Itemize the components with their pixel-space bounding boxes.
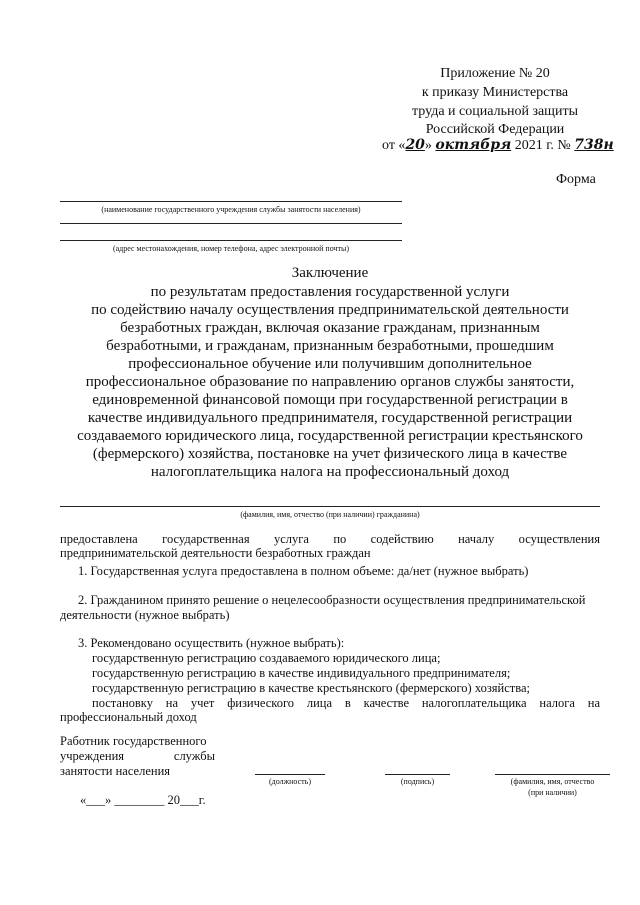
order-number: 738н (574, 137, 614, 153)
title-line: безработных граждан, включая оказание гражданам, признанным (120, 320, 540, 336)
date-day: 20 (405, 137, 425, 153)
document-title: Заключение (291, 265, 369, 281)
position-caption: (должность) (269, 777, 311, 786)
item-2-line-1: 2. Гражданином принято решение о нецелесообразности осуществления предпринимательской (78, 593, 586, 607)
title-line: по содействию началу осуществления предпринимательской деятельности (91, 302, 569, 318)
signature-line (385, 774, 450, 775)
intro-line-2: предпринимательской деятельности безработных граждан (60, 546, 371, 560)
title-line: профессиональное образование по направлению органов службы занятости, (85, 374, 575, 390)
appendix-ministry: труда и социальной защиты (412, 104, 578, 119)
title-line: единовременной финансовой помощи при государственной регистрации в (92, 392, 568, 408)
agency-line (60, 201, 402, 202)
citizen-name-line (60, 506, 600, 507)
option-legal-entity: государственную регистрацию создаваемого юридического лица; (92, 651, 441, 665)
worker-label-2: учреждения службы (60, 749, 215, 763)
item-2-line-2: деятельности (нужное выбрать) (60, 608, 230, 622)
option-entrepreneur: государственную регистрацию в качестве индивидуального предпринимателя; (92, 666, 511, 680)
title-line: (фермерского) хозяйства, постановке на учет физического лица в качестве (92, 446, 568, 462)
date-suffix: 2021 г. № (511, 138, 575, 153)
citizen-caption: (фамилия, имя, отчество (при наличии) гражданина) (240, 510, 420, 519)
item-3: 3. Рекомендовано осуществить (нужное выбрать): (78, 636, 345, 650)
option-farm: государственную регистрацию в качестве крестьянского (фермерского) хозяйства; (92, 681, 530, 695)
option-self-employed-line-2: профессиональный доход (60, 710, 197, 724)
intro-line-1: предоставлена государственная услуга по содействию началу осуществления (60, 532, 600, 546)
worker-label-1: Работник государственного (60, 734, 207, 748)
address-caption: (адрес местонахождения, номер телефона, адрес электронной почты) (112, 244, 350, 253)
appendix-country: Российской Федерации (425, 122, 565, 137)
date-prefix: от « (382, 138, 406, 153)
date-month: октября (435, 137, 512, 153)
title-line: по результатам предоставления государственной услуги (150, 284, 510, 300)
title-line: создаваемого юридического лица, государственной регистрации крестьянского (77, 428, 583, 444)
date-fill-line: «___» ________ 20___г. (80, 793, 206, 807)
agency-line-2 (60, 223, 402, 224)
address-line (60, 240, 402, 241)
option-self-employed-line-1: постановку на учет физического лица в качестве налогоплательщика налога на (92, 696, 600, 710)
fio-line (495, 774, 610, 775)
appendix-order: к приказу Министерства (421, 85, 569, 100)
worker-label-3: занятости населения (60, 764, 171, 778)
item-1: 1. Государственная услуга предоставлена в полном объеме: да/нет (нужное выбрать) (78, 564, 529, 578)
appendix-date-line (382, 137, 614, 154)
title-line: качестве индивидуального предпринимателя, государственной регистрации (87, 410, 573, 426)
appendix-number: Приложение № 20 (440, 66, 550, 81)
fio-caption-2: (при наличии) (528, 788, 577, 797)
form-label: Форма (556, 172, 596, 187)
signature-caption: (подпись) (400, 777, 435, 786)
title-line: безработными, и гражданам, признанным безработными, прошедшим (106, 338, 554, 354)
title-line: налогоплательщика налога на профессиональный доход (150, 464, 510, 480)
date-mid: » (424, 138, 436, 153)
fio-caption-1: (фамилия, имя, отчество (510, 777, 595, 786)
title-line: профессиональное обучение или получившим дополнительное (128, 356, 532, 372)
position-line (255, 774, 325, 775)
agency-caption: (наименование государственного учреждения службы занятости населения) (101, 205, 361, 214)
